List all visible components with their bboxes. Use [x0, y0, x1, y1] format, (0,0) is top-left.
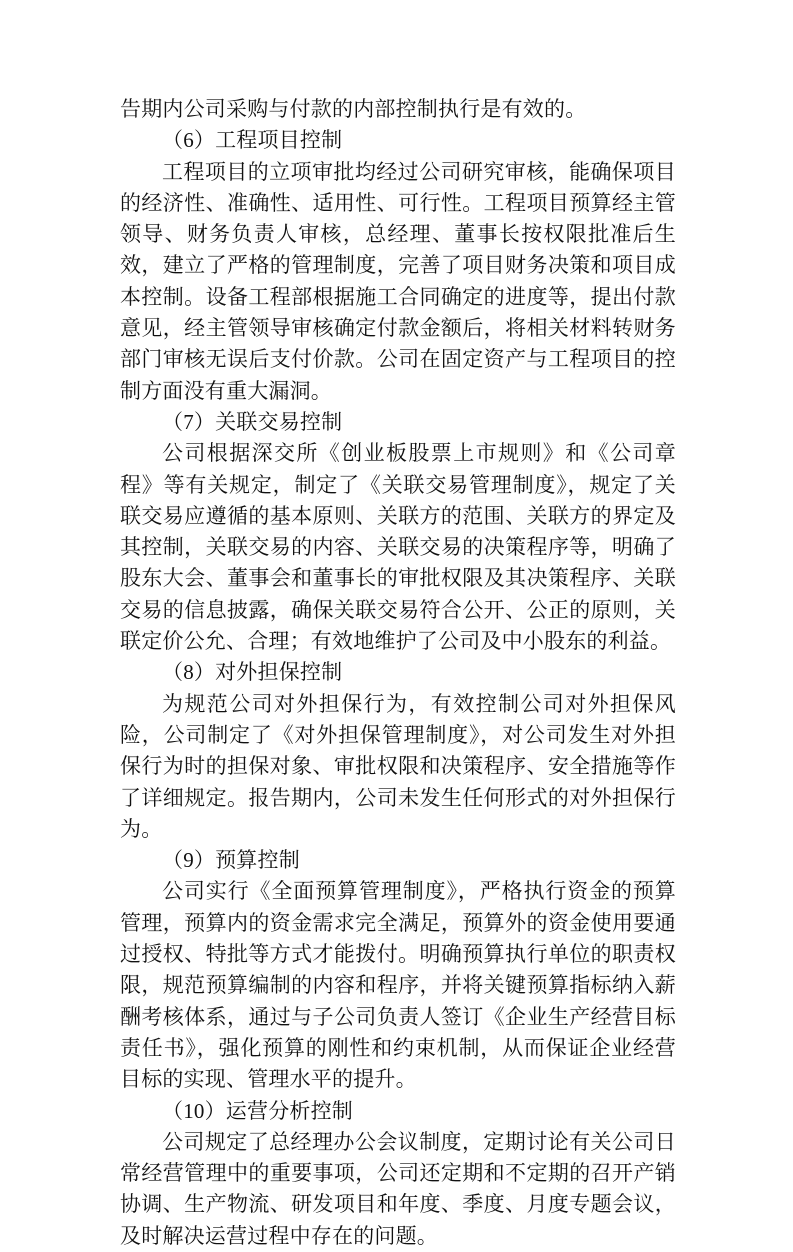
section-body-7: 公司根据深交所《创业板股票上市规则》和《公司章程》等有关规定，制定了《关联交易管理制度》，规定了关联交易应遵循的基本原则、关联方的范围、关联方的界定及其控制，关联交易的内容、关联交易的决策程序等，明确了股东大会、董事会和董事长的审批权限及其决策程序、关联交易的信息披露，确保关联交易符合公开、公正的原则，关联定价公允、合理；有效地维护了公司及中小股东的利益。 [120, 441, 676, 654]
section-heading-7: （7）关联交易控制 [162, 409, 343, 434]
section-body-10: 公司规定了总经理办公会议制度，定期讨论有关公司日常经营管理中的重要事项，公司还定期和不定期的召开产销协调、生产物流、研发项目和年度、季度、月度专题会议，及时解决运营过程中存在的问题。 [120, 1129, 676, 1248]
document-text-block [120, 94, 676, 1252]
section-body-8: 为规范公司对外担保行为，有效控制公司对外担保风险，公司制定了《对外担保管理制度》，对公司发生对外担保行为时的担保对象、审批权限和决策程序、安全措施等作了详细规定。报告期内，公司未发生任何形式的对外担保行为。 [120, 691, 676, 841]
section-body-6: 工程项目的立项审批均经过公司研究审核，能确保项目的经济性、准确性、适用性、可行性。工程项目预算经主管领导、财务负责人审核，总经理、董事长按权限批准后生效，建立了严格的管理制度，完善了项目财务决策和项目成本控制。设备工程部根据施工合同确定的进度等，提出付款意见，经主管领导审核确定付款金额后，将相关材料转财务部门审核无误后支付价款。公司在固定资产与工程项目的控制方面没有重大漏洞。 [120, 159, 676, 403]
section-heading-6: （6）工程项目控制 [162, 128, 343, 153]
section-body-9: 公司实行《全面预算管理制度》，严格执行资金的预算管理，预算内的资金需求完全满足，预算外的资金使用要通过授权、特批等方式才能拨付。明确预算执行单位的职责权限，规范预算编制的内容和程序，并将关键预算指标纳入薪酬考核体系，通过与子公司负责人签订《企业生产经营目标责任书》，强化预算的刚性和约束机制，从而保证企业经营目标的实现、管理水平的提升。 [120, 879, 676, 1092]
section-heading-10: （10）运营分析控制 [162, 1098, 353, 1123]
section-heading-8: （8）对外担保控制 [162, 660, 343, 685]
paragraph-continuation: 告期内公司采购与付款的内部控制执行是有效的。 [120, 97, 587, 121]
section-heading-9: （9）预算控制 [162, 848, 300, 873]
